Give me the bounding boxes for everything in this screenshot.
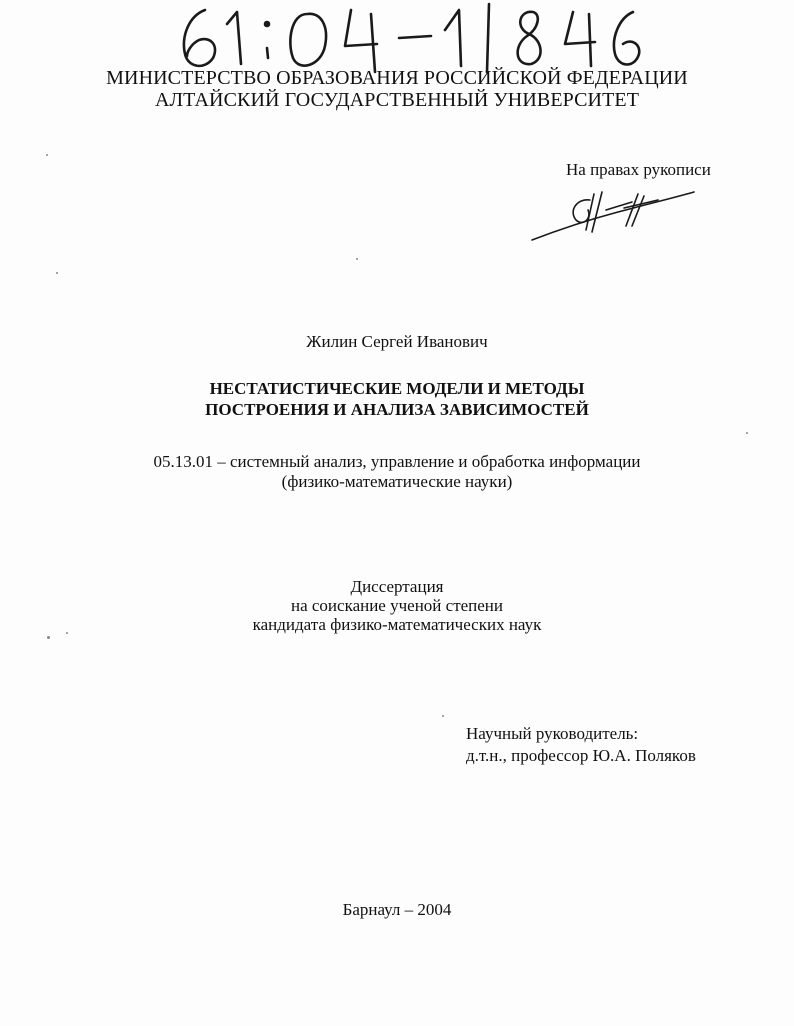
scan-speck <box>66 632 68 634</box>
scan-speck <box>442 715 444 717</box>
manuscript-note: На правах рукописи <box>566 160 711 179</box>
scan-speck <box>46 154 48 156</box>
scan-speck <box>356 258 358 260</box>
specialty-line: 05.13.01 – системный анализ, управление и обработка информации <box>153 452 641 471</box>
specialty-code <box>0 452 794 492</box>
thesis-type: Диссертация <box>350 577 444 596</box>
handwritten-code <box>175 2 645 74</box>
supervisor-name: д.т.н., профессор Ю.А. Поляков <box>466 746 696 765</box>
ministry-line: МИНИСТЕРСТВО ОБРАЗОВАНИЯ РОССИЙСКОЙ ФЕДЕРАЦИИ <box>106 67 688 89</box>
scan-speck <box>746 432 748 434</box>
title-line: НЕСТАТИСТИЧЕСКИЕ МОДЕЛИ И МЕТОДЫ <box>209 379 585 398</box>
author-name: Жилин Сергей Иванович <box>306 332 488 351</box>
signature <box>528 180 698 246</box>
title-line: ПОСТРОЕНИЯ И АНАЛИЗА ЗАВИСИМОСТЕЙ <box>205 400 589 419</box>
place-and-year: Барнаул – 2004 <box>342 900 452 919</box>
specialty-field: (физико-математические науки) <box>281 472 513 491</box>
thesis-degree: кандидата физико-математических наук <box>252 615 542 634</box>
university-line: АЛТАЙСКИЙ ГОСУДАРСТВЕННЫЙ УНИВЕРСИТЕТ <box>154 89 640 111</box>
scan-speck <box>47 636 50 639</box>
thesis-description <box>0 577 794 634</box>
thesis-purpose: на соискание ученой степени <box>290 596 504 615</box>
scan-speck <box>56 272 58 274</box>
dissertation-title <box>0 378 794 420</box>
supervisor-block <box>466 723 696 767</box>
supervisor-label: Научный руководитель: <box>466 724 639 743</box>
ministry-header <box>0 67 794 111</box>
